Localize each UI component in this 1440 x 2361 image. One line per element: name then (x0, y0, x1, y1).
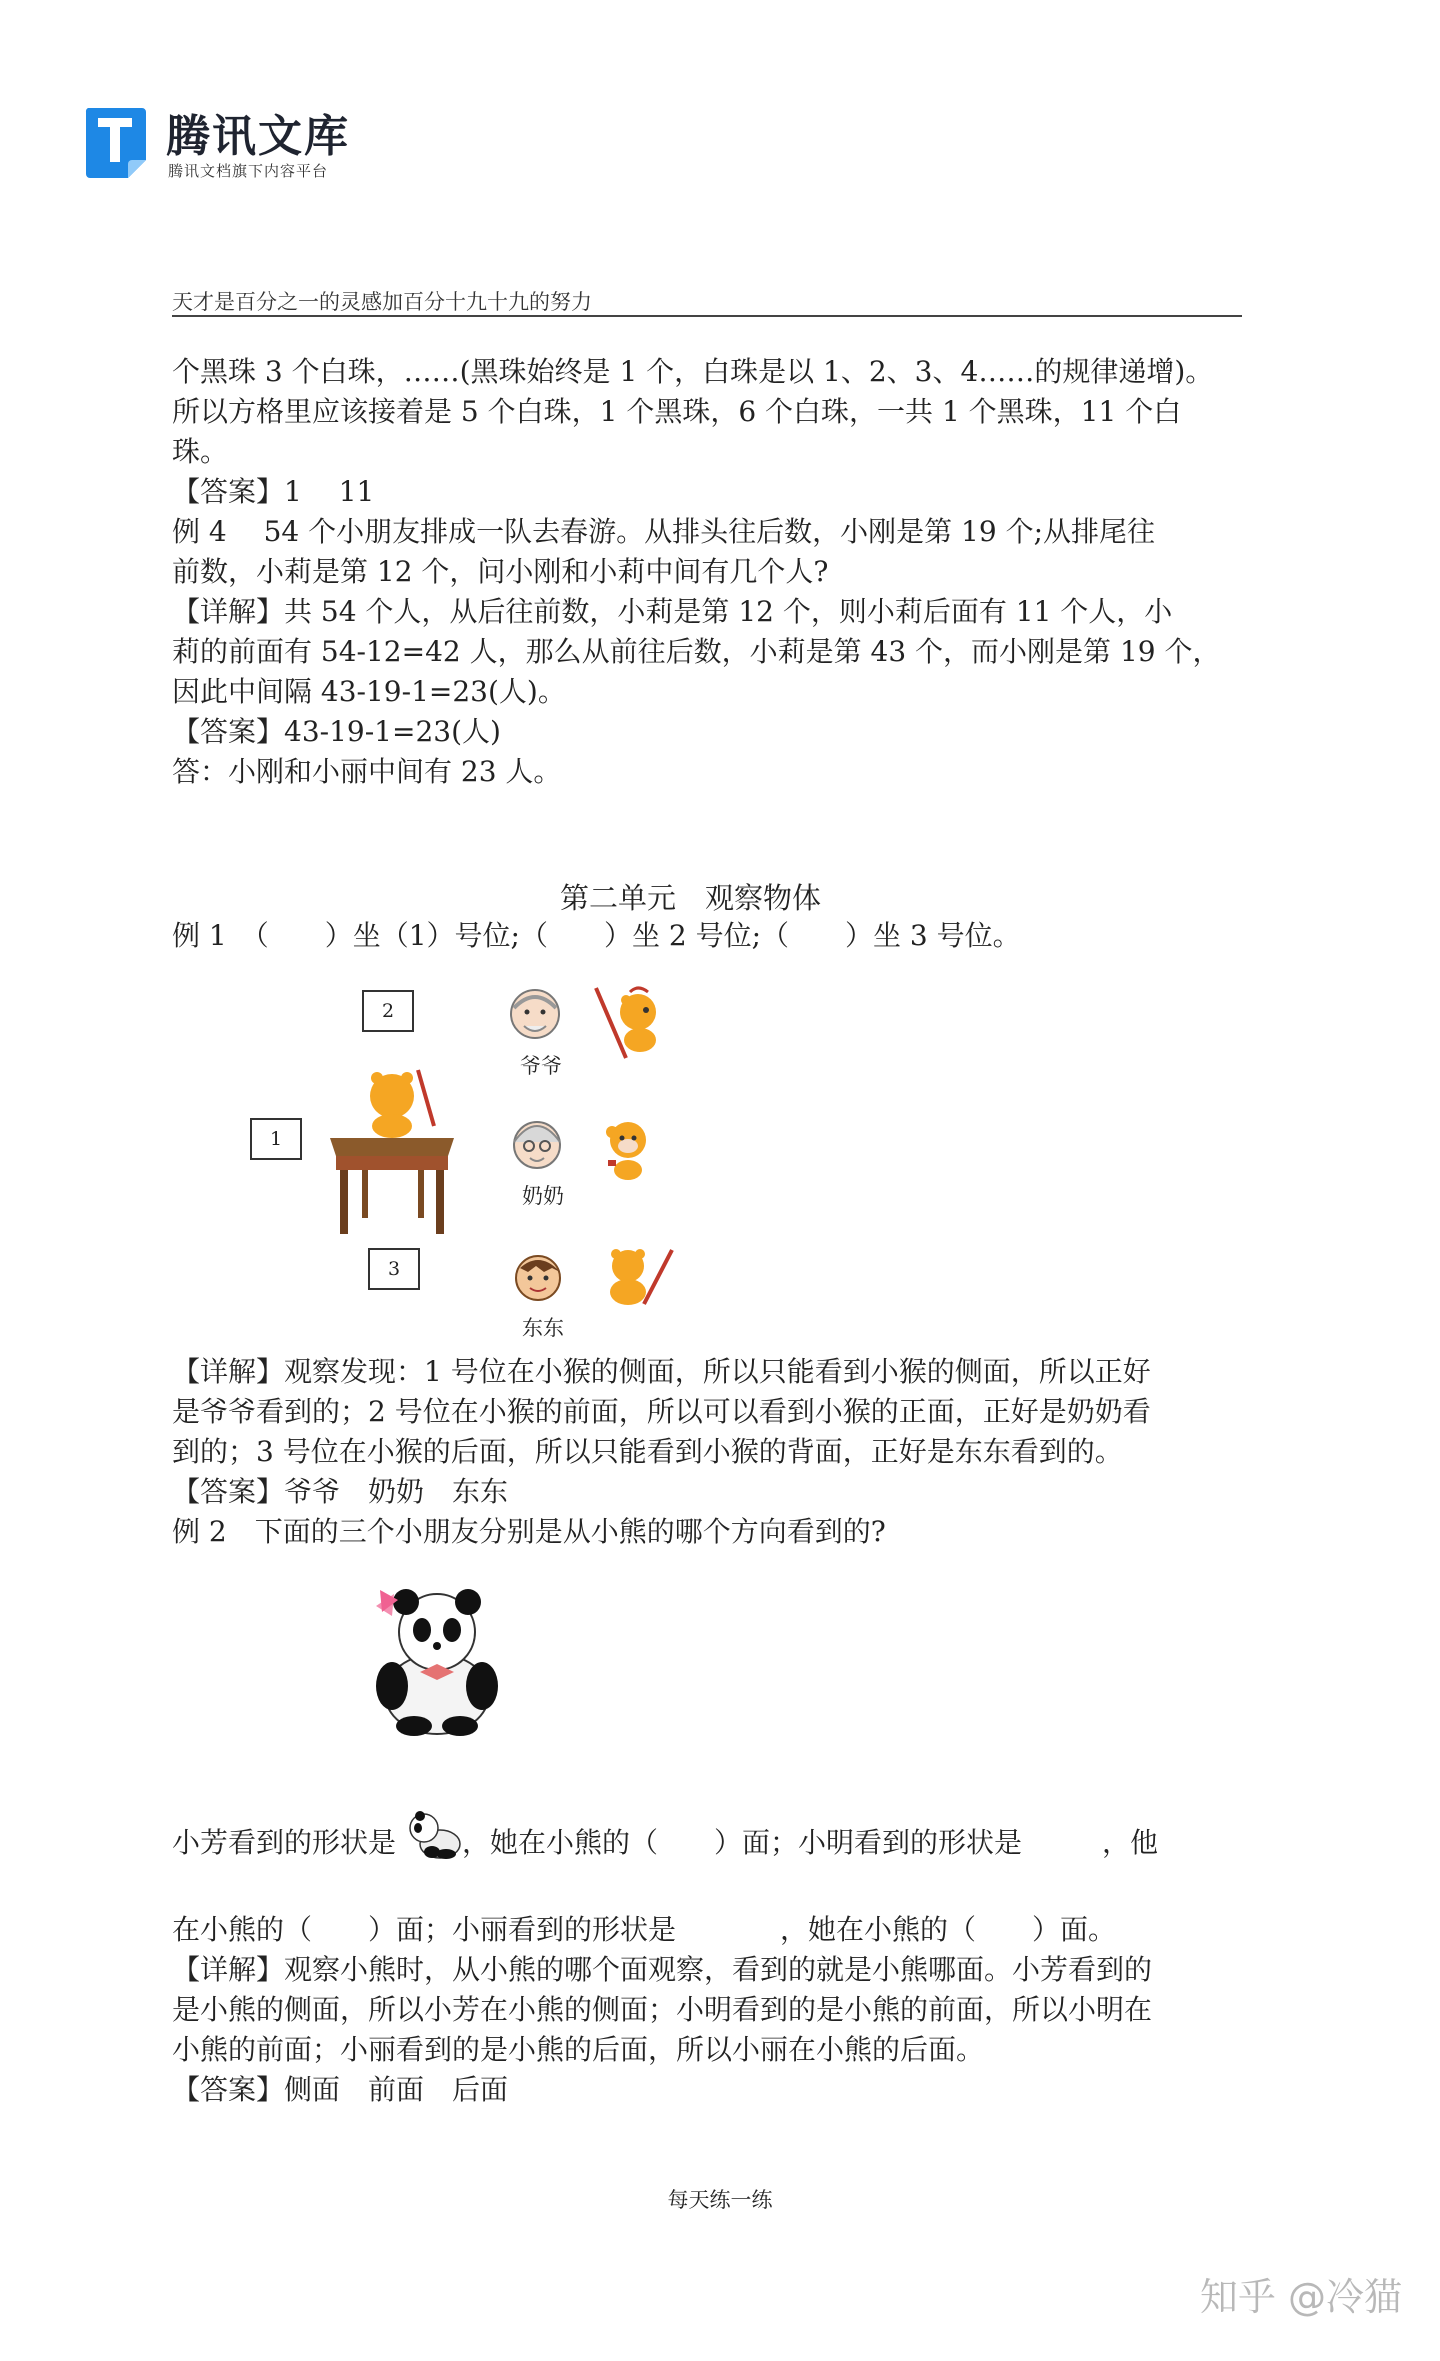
text-line: 因此中间隔 43-19-1=23(人)。 (172, 675, 566, 708)
detail-line: 【详解】观察小熊时，从小熊的哪个面观察，看到的就是小熊哪面。小芳看到的 (172, 1953, 1153, 1986)
example2-question-line-1 (172, 1810, 1252, 1863)
watermark: 知乎 @冷猫 (1199, 2275, 1402, 2319)
text-line: 答：小刚和小丽中间有 23 人。 (172, 755, 562, 788)
detail-line: 到的；3 号位在小猴的后面，所以只能看到小猴的背面，正好是东东看到的。 (172, 1435, 1123, 1468)
dongdong-caption: 东东 (522, 1316, 564, 1340)
question-text: 小芳看到的形状是 (172, 1826, 397, 1859)
example1-prompt: 例 1 （ ）坐（1）号位;（ ）坐 2 号位;（ ）坐 3 号位。 (172, 919, 1021, 952)
example2-detail (172, 1950, 1252, 2110)
text-line: 前数，小莉是第 12 个，问小刚和小莉中间有几个人? (172, 555, 829, 588)
example2-question-line-2 (172, 1910, 1252, 1950)
detail-line: 是小熊的侧面，所以小芳在小熊的侧面；小明看到的是小熊的前面，所以小明在 (172, 1993, 1153, 2026)
detail-line: 【详解】观察发现：1 号位在小猴的侧面，所以只能看到小猴的侧面，所以正好 (172, 1355, 1151, 1388)
seat-box-3: 3 (368, 1248, 420, 1290)
answer-line: 【答案】1 11 (172, 475, 375, 508)
question-text: 在小熊的（ ）面；小丽看到的形状是 (172, 1913, 677, 1946)
example-line: 例 4 54 个小朋友排成一队去春游。从排头往后数，小刚是第 19 个;从排尾往 (172, 515, 1156, 548)
brand-name: 腾讯文库 (166, 111, 350, 162)
answer-line: 【答案】43-19-1=23(人) (172, 715, 501, 748)
monkey-front-view-illustration (600, 1116, 656, 1186)
seat-box-2: 2 (362, 990, 414, 1032)
section-title: 第二单元 观察物体 (560, 881, 822, 915)
grandma-caption: 奶奶 (522, 1184, 564, 1208)
brand-tagline: 腾讯文档旗下内容平台 (168, 162, 329, 180)
seat-box-1: 1 (250, 1118, 302, 1160)
monkey-back-view-illustration (596, 1244, 676, 1314)
header-motto: 天才是百分之一的灵感加百分十九十九的努力 (172, 290, 592, 314)
brand-logo-icon (84, 106, 146, 180)
question-text: ，她在小熊的（ ）面；小明看到的形状是 (462, 1826, 1023, 1859)
detail-line: 【详解】共 54 个人，从后往前数，小莉是第 12 个，则小莉后面有 11 个人，小 (172, 595, 1173, 628)
grandpa-caption: 爷爷 (520, 1054, 562, 1078)
text-line: 所以方格里应该接着是 5 个白珠，1 个黑珠，6 个白珠，一共 1 个黑珠，11 个白 (172, 395, 1182, 428)
monkey-side-view-illustration (590, 982, 670, 1066)
example2-prompt: 例 2 下面的三个小朋友分别是从小熊的哪个方向看到的? (172, 1515, 886, 1548)
text-line: 莉的前面有 54-12=42 人，那么从前往后数，小莉是第 43 个，而小刚是第 19 个， (172, 635, 1221, 668)
grandma-face-illustration (506, 1112, 568, 1178)
panda-toy-illustration (362, 1576, 512, 1740)
intro-block (172, 352, 1252, 792)
text-line: 珠。 (172, 435, 229, 468)
example2-answer: 【答案】侧面 前面 后面 (172, 2073, 509, 2106)
detail-line: 小熊的前面；小丽看到的是小熊的后面，所以小丽在小熊的后面。 (172, 2033, 985, 2066)
panda-side-view-icon (404, 1810, 462, 1860)
page-footer: 每天练一练 (667, 2188, 773, 2212)
detail-line: 是爷爷看到的；2 号位在小猴的前面，所以可以看到小猴的正面，正好是奶奶看 (172, 1395, 1151, 1428)
monkey-at-desk-illustration (322, 1060, 462, 1244)
question-text: ，她在小熊的（ ）面。 (780, 1913, 1117, 1946)
text-line: 个黑珠 3 个白珠，……(黑珠始终是 1 个，白珠是以 1、2、3、4……的规律递增)。 (172, 355, 1214, 388)
header-divider (172, 315, 1242, 317)
example1-detail (172, 1352, 1252, 1552)
example1-answer: 【答案】爷爷 奶奶 东东 (172, 1475, 509, 1508)
dongdong-face-illustration (508, 1246, 568, 1310)
grandpa-face-illustration (504, 982, 566, 1048)
question-text: ，他 (1102, 1826, 1159, 1859)
